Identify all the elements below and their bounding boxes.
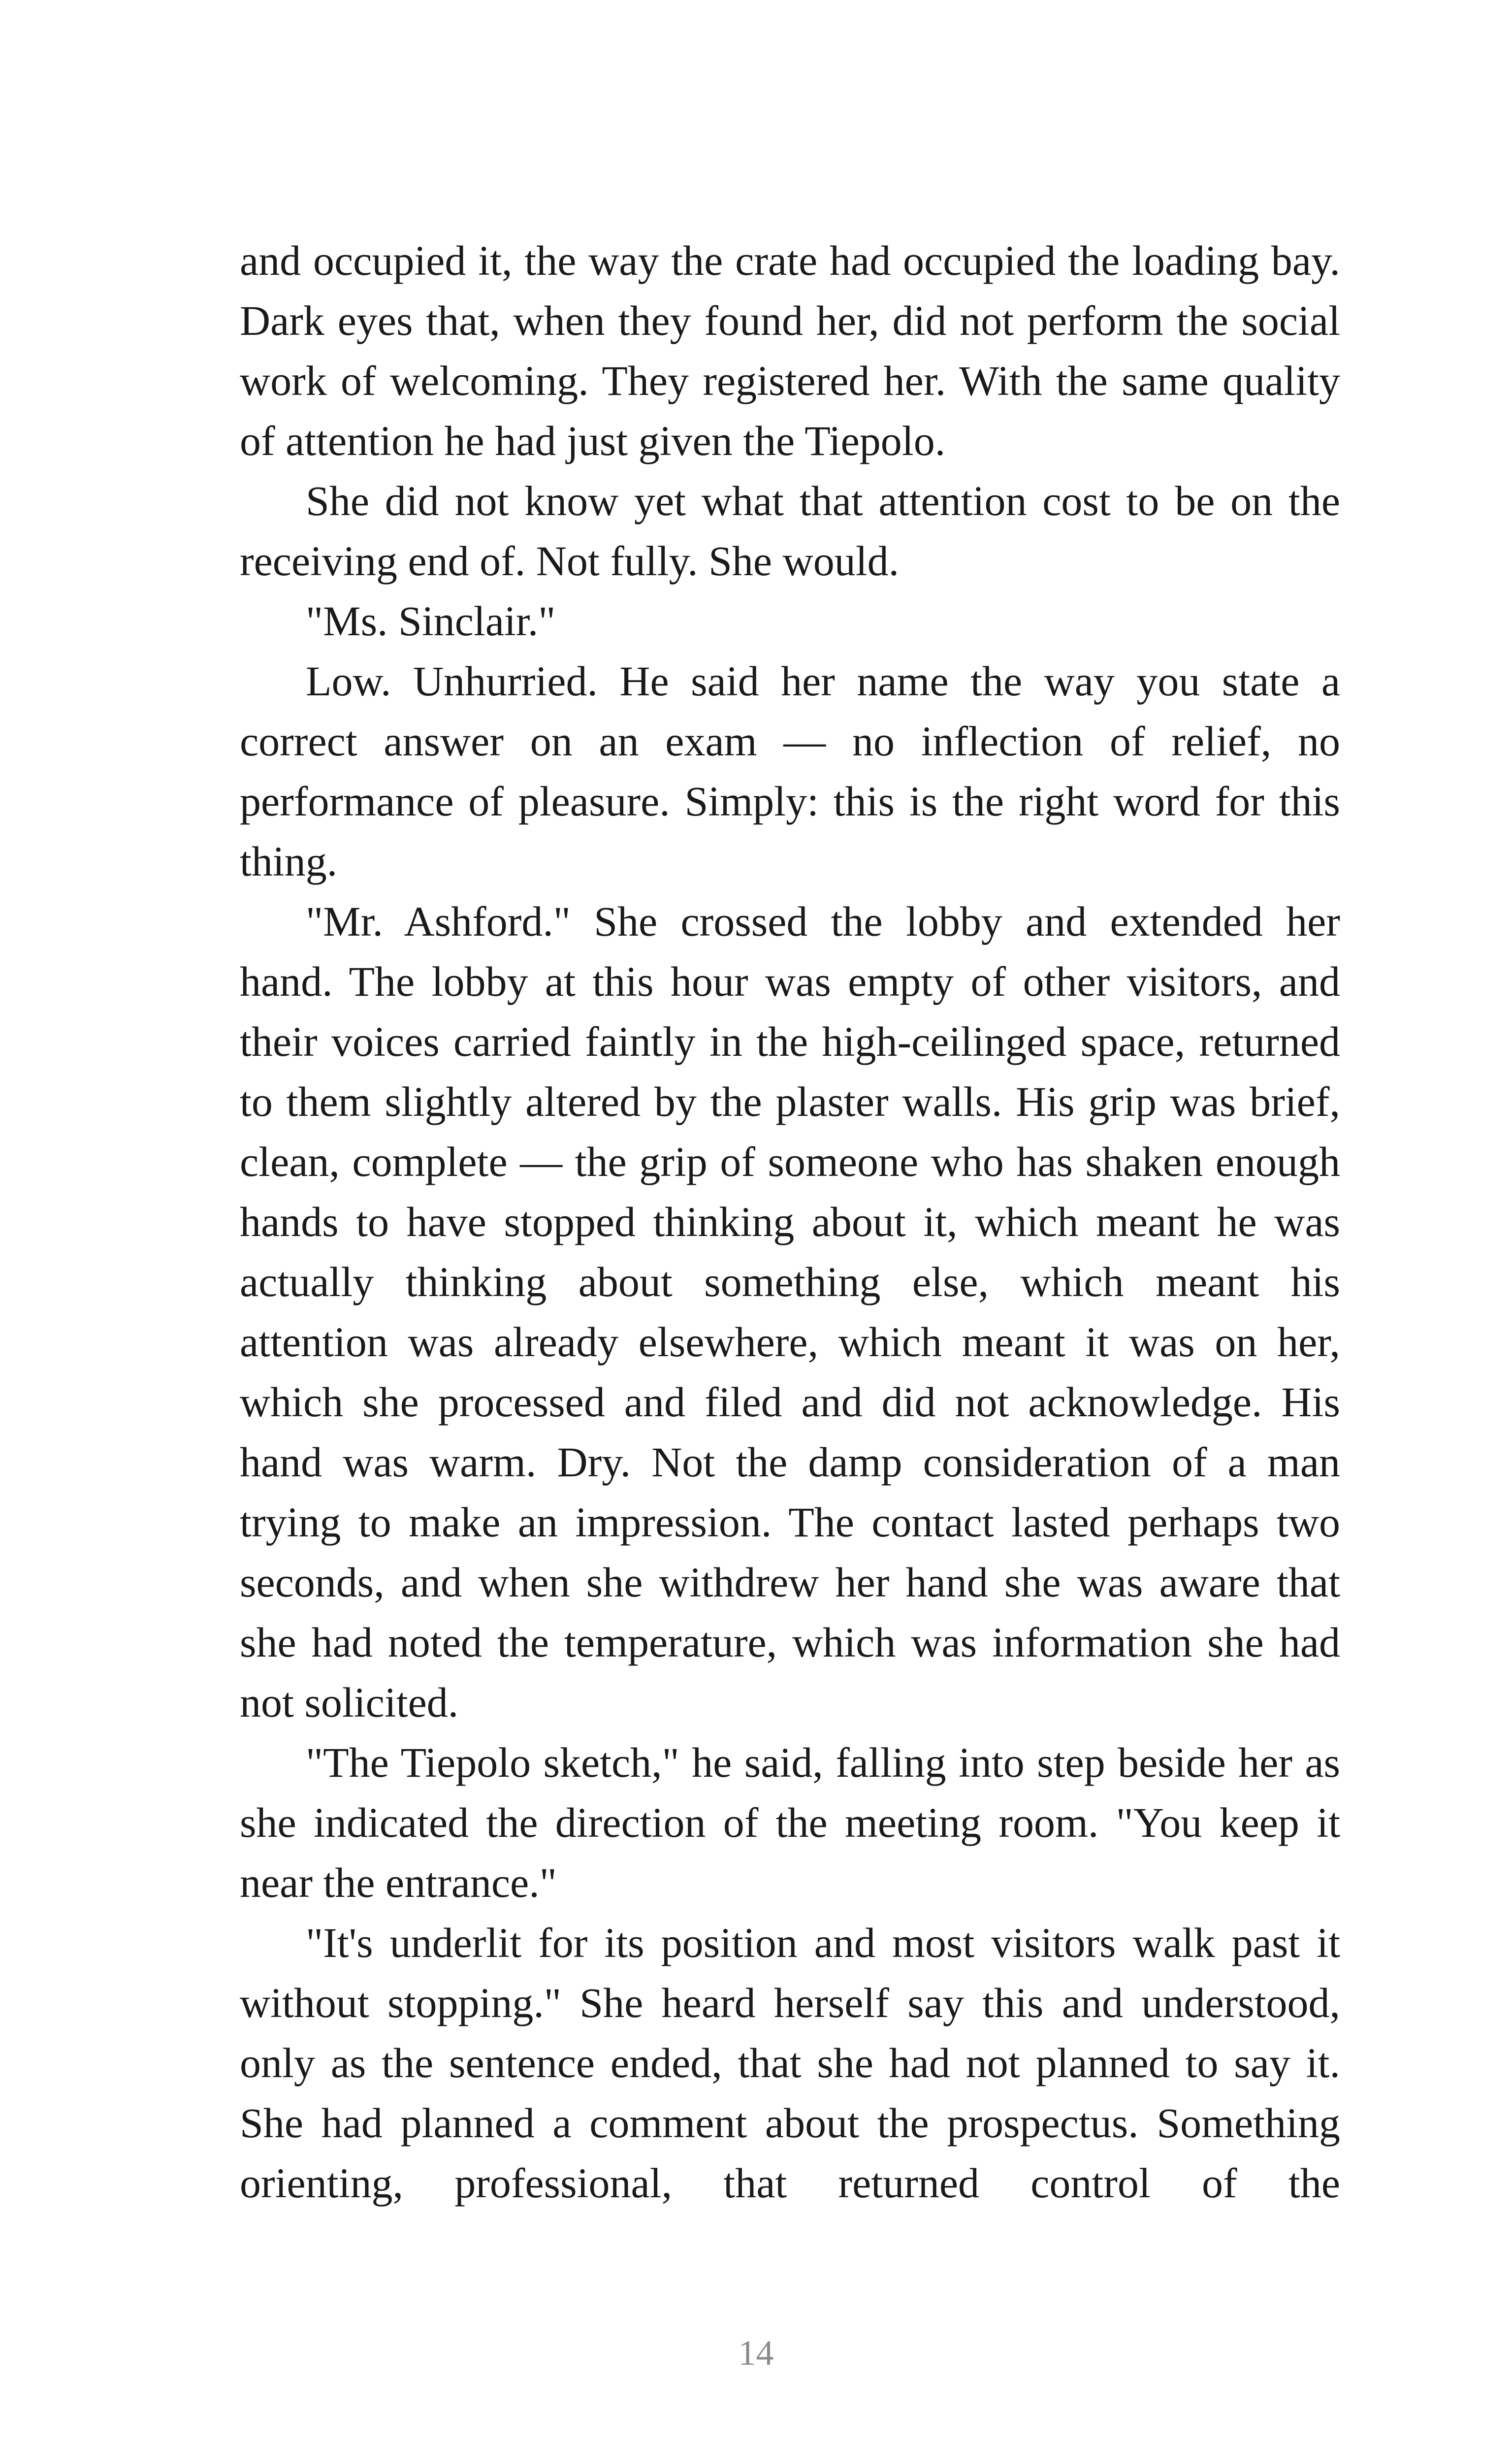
paragraph-3: "Ms. Sinclair." xyxy=(306,597,556,645)
paragraph-6: "The Tiepolo sketch," he said, falling into step beside her as she indicated the direction of the meeting room. "You keep it near the entrance." xyxy=(240,1739,1340,1906)
body-text xyxy=(240,230,1340,2213)
page-number: 14 xyxy=(738,2333,774,2373)
paragraph-7: "It's underlit for its position and most visitors walk past it without stopping." She heard herself say this and understood, only as the sentence ended, that she had not planned to say it. She had planned a comment about the prospectus. Something orienting, professional, that returned control of the xyxy=(240,1919,1340,2207)
paragraph-5: "Mr. Ashford." She crossed the lobby and extended her hand. The lobby at this hour was empty of other visitors, and their voices carried faintly in the high-ceilinged space, returned to them slightly altered by the plaster walls. His grip was brief, clean, complete — the grip of someone who has shaken enough hands to have stopped thinking about it, which meant he was actually thinking about something else, which meant his attention was already elsewhere, which meant it was on her, which she processed and filed and did not acknowledge. His hand was warm. Dry. Not the damp consideration of a man trying to make an impression. The contact lasted perhaps two seconds, and when she withdrew her hand she was aware that she had noted the temperature, which was information she had not solicited. xyxy=(240,898,1340,1726)
paragraph-4: Low. Unhurried. He said her name the way you state a correct answer on an exam — no inflection of relief, no performance of pleasure. Simply: this is the right word for this thing. xyxy=(240,657,1340,885)
paragraph-1: and occupied it, the way the crate had occupied the loading bay. Dark eyes that, when they found her, did not perform the social work of welcoming. They registered her. With the same quality of attention he had just given the Tiepolo. xyxy=(240,237,1340,464)
paragraph-2: She did not know yet what that attention cost to be on the receiving end of. Not fully. She would. xyxy=(240,477,1340,585)
